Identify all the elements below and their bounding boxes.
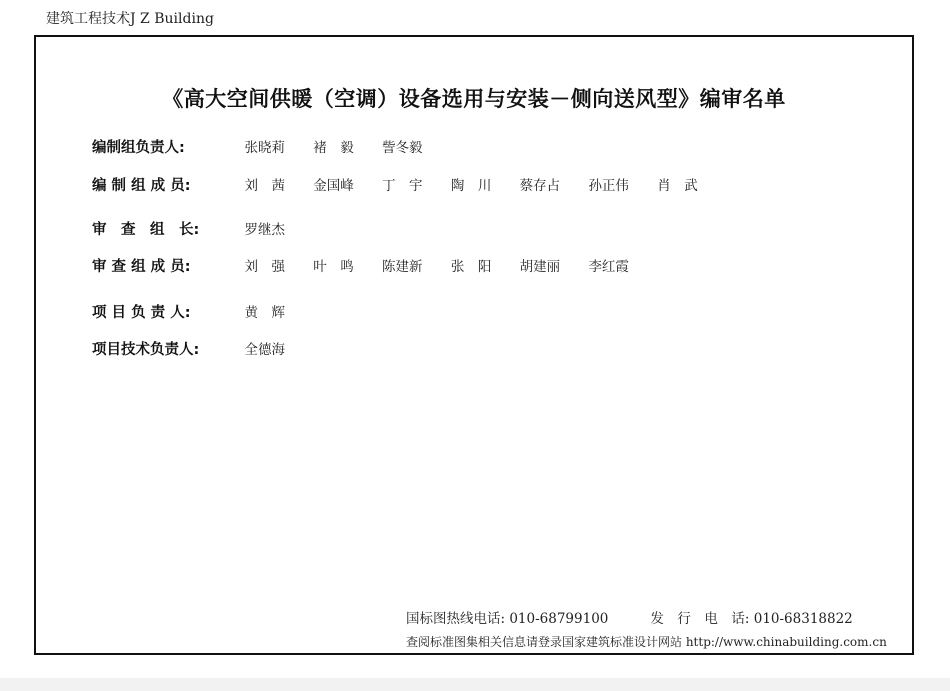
row-label: 项目技术负责人: — [92, 342, 200, 358]
watermark-text: 建筑工程技术J Z Building — [46, 11, 214, 27]
person-name: 罗继杰 — [244, 222, 285, 238]
row-label: 编制组负责人: — [92, 140, 185, 156]
document-frame — [34, 35, 914, 655]
person-name: 金国峰 — [313, 178, 354, 194]
person-name: 刘 茜 — [244, 178, 285, 194]
hotline-text: 国标图热线电话: 010-68799100 — [406, 611, 609, 627]
footer-website-note: 查阅标准图集相关信息请登录国家建筑标准设计网站 http://www.chinabuilding.com.cn — [406, 635, 887, 649]
names-list — [244, 338, 309, 358]
person-name: 丁 宇 — [382, 178, 423, 194]
names-list — [244, 218, 309, 238]
person-name: 胡建丽 — [519, 259, 561, 275]
person-name: 蔡存占 — [519, 178, 561, 194]
person-name: 黄 辉 — [244, 305, 285, 321]
names-list — [244, 255, 652, 275]
row-project-leader — [92, 301, 309, 322]
row-compile-members — [92, 174, 722, 195]
person-name: 叶 鸣 — [313, 259, 354, 275]
names-list — [244, 136, 446, 156]
footer-phones — [406, 607, 853, 627]
row-review-leader — [92, 218, 309, 239]
person-name: 陶 川 — [450, 178, 492, 194]
document-title: 《高大空间供暖（空调）设备选用与安装－侧向送风型》编审名单 — [162, 87, 786, 111]
row-compile-leader — [92, 136, 447, 157]
names-list — [244, 174, 721, 194]
row-review-members — [92, 255, 653, 276]
person-name: 张 阳 — [450, 259, 492, 275]
row-label: 审 查 组 成 员: — [92, 259, 191, 275]
person-name: 肖 武 — [657, 178, 698, 194]
bottom-bar — [0, 678, 950, 691]
row-label: 编 制 组 成 员: — [92, 178, 191, 194]
row-label: 项 目 负 责 人: — [92, 305, 191, 321]
row-label: 审 查 组 长: — [92, 222, 200, 238]
person-name: 李红霞 — [588, 259, 629, 275]
names-list — [244, 301, 309, 321]
person-name: 全德海 — [244, 342, 285, 358]
row-tech-leader — [92, 338, 309, 359]
person-name: 訾冬毅 — [382, 140, 423, 156]
person-name: 孙正伟 — [588, 178, 629, 194]
person-name: 张晓莉 — [244, 140, 285, 156]
person-name: 褚 毅 — [313, 140, 354, 156]
distribution-phone-text: 发 行 电 话: 010-68318822 — [650, 611, 853, 627]
person-name: 刘 强 — [244, 259, 285, 275]
person-name: 陈建新 — [382, 259, 423, 275]
